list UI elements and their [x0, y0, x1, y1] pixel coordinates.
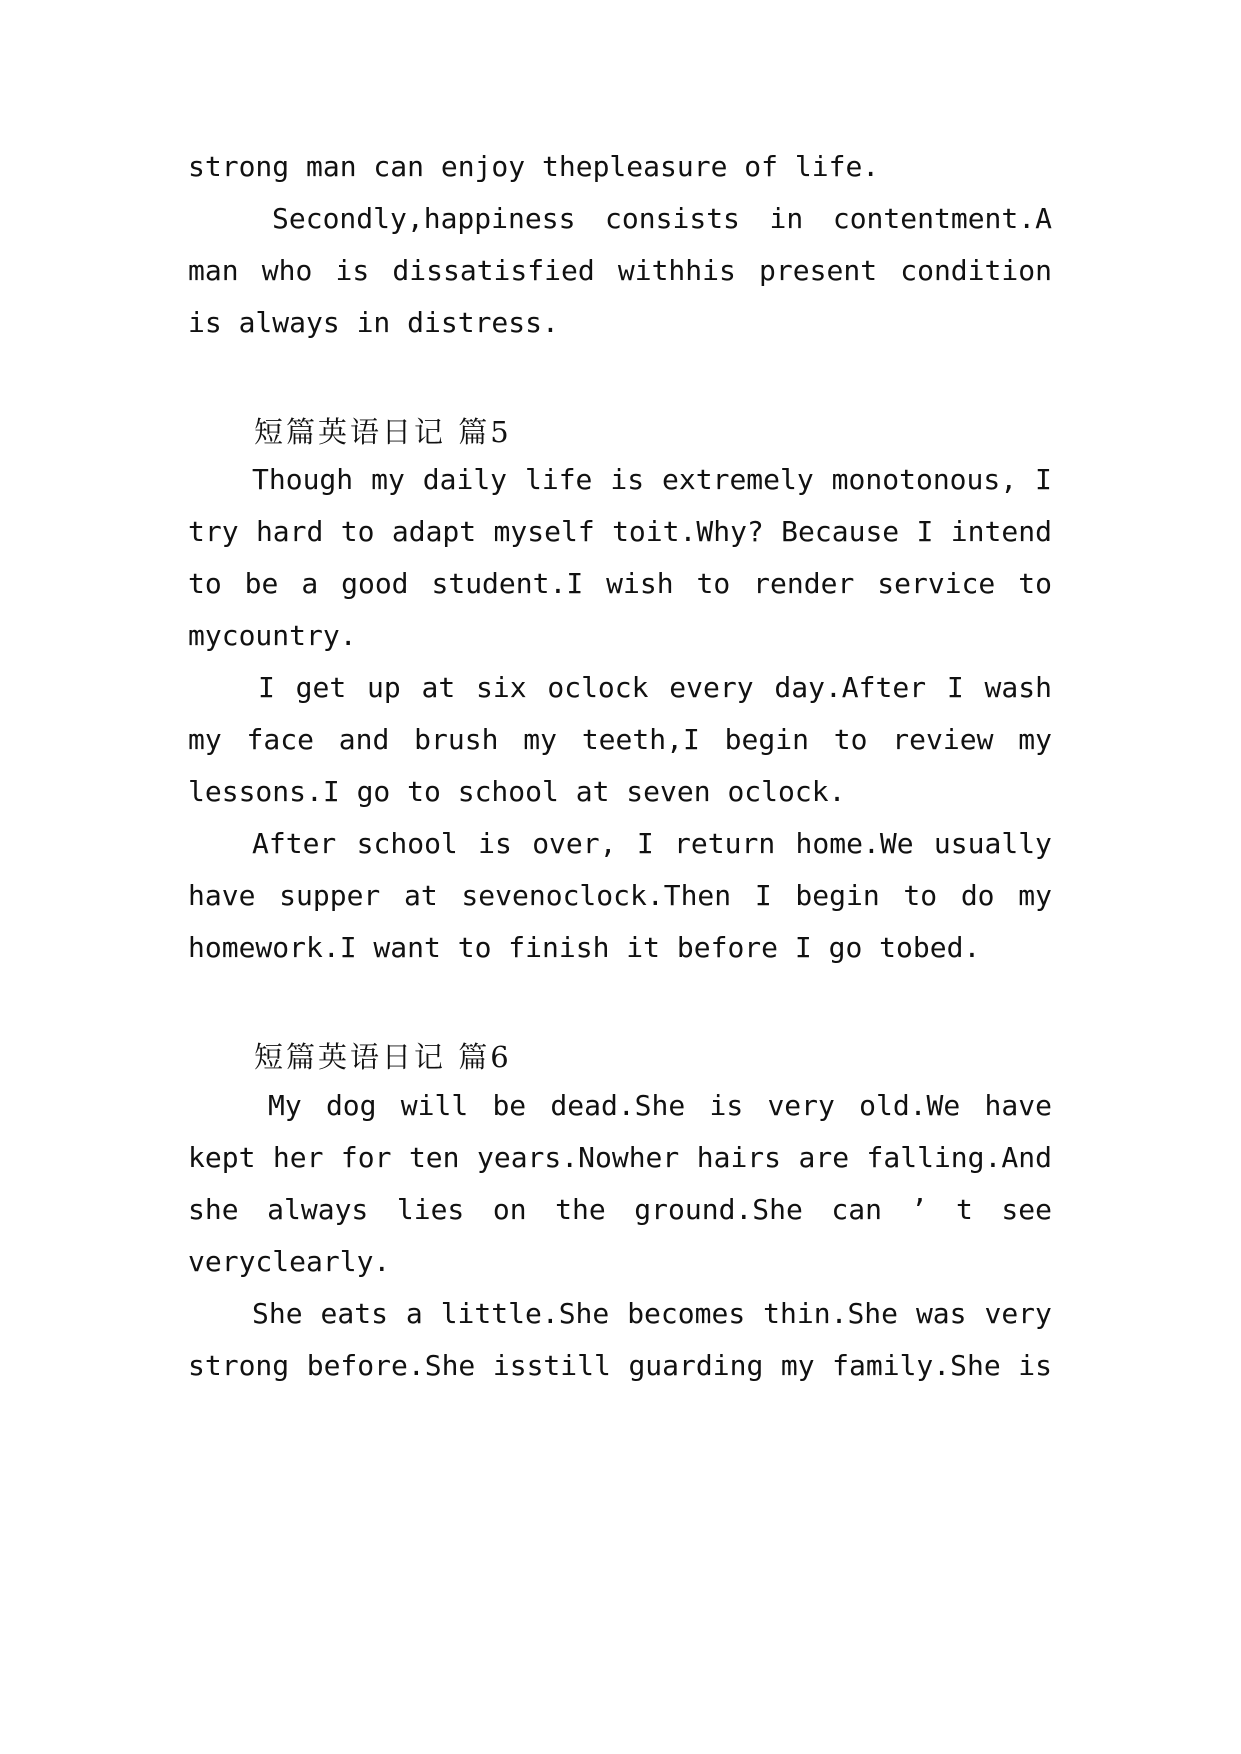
- text-line: [252, 1285, 1052, 1343]
- text-line: [258, 659, 1052, 717]
- word: be: [492, 1089, 527, 1122]
- word: very: [767, 1089, 835, 1122]
- word: her: [272, 1141, 324, 1174]
- word: is: [1018, 1349, 1052, 1382]
- word: at: [421, 671, 456, 704]
- word: thin.She: [763, 1297, 899, 1330]
- text-line: lessons.I go to school at seven oclock.: [188, 775, 846, 808]
- word: lies: [396, 1193, 465, 1226]
- word: get: [295, 671, 347, 704]
- word: day.After: [774, 671, 927, 704]
- word: Secondly,happiness: [272, 202, 576, 235]
- word: is: [335, 254, 370, 287]
- word: She: [252, 1297, 303, 1330]
- text-line: [188, 1129, 1052, 1187]
- text-line: [188, 867, 1052, 925]
- word: for: [340, 1141, 392, 1174]
- word: review: [892, 723, 994, 756]
- word: withhis: [617, 254, 736, 287]
- word: wish: [606, 567, 674, 600]
- word: brush: [414, 723, 499, 756]
- word: school: [356, 827, 458, 860]
- text-line: [272, 190, 1052, 248]
- word: man: [188, 254, 239, 287]
- word: sevenoclock.Then: [461, 879, 732, 912]
- word: is: [478, 827, 512, 860]
- word: t: [955, 1193, 973, 1226]
- word: my: [1018, 723, 1052, 756]
- text-line: [188, 711, 1052, 769]
- word: old.We: [859, 1089, 961, 1122]
- word: Because: [781, 515, 900, 548]
- word: be: [244, 567, 279, 600]
- word: extremely: [662, 463, 814, 496]
- word: Though: [252, 463, 354, 496]
- word: have: [984, 1089, 1052, 1122]
- word: begin: [724, 723, 809, 756]
- word: myself: [493, 515, 595, 548]
- text-line: [188, 555, 1052, 613]
- word: six: [476, 671, 527, 704]
- word: consists: [605, 202, 740, 235]
- word: every: [669, 671, 754, 704]
- word: dead.She: [550, 1089, 686, 1122]
- word: see: [1001, 1193, 1052, 1226]
- word: dissatisfied: [392, 254, 595, 287]
- word: supper: [279, 879, 381, 912]
- word: home.We: [795, 827, 914, 860]
- word: return: [674, 827, 776, 860]
- text-line: [268, 1077, 1052, 1135]
- word: I: [258, 671, 275, 704]
- text-line: [252, 451, 1052, 509]
- word: to: [1018, 567, 1052, 600]
- word: life: [524, 463, 593, 496]
- word: little.She: [440, 1297, 610, 1330]
- word: years.Nowher: [476, 1141, 680, 1174]
- word: I: [1035, 463, 1052, 496]
- word: always: [267, 1193, 369, 1226]
- word: contentment.A: [832, 202, 1052, 235]
- word: toit.Why?: [612, 515, 764, 548]
- word: daily: [422, 463, 508, 496]
- word: my: [188, 723, 222, 756]
- text-line: [188, 242, 1052, 300]
- word: she: [188, 1193, 239, 1226]
- word: very: [984, 1297, 1052, 1330]
- text-line: veryclearly.: [188, 1245, 391, 1278]
- word: a: [301, 567, 319, 600]
- word: over,: [532, 827, 617, 860]
- word: before.She: [306, 1349, 476, 1382]
- word: is: [709, 1089, 744, 1122]
- text-line: homework.I want to finish it before I go tobed.: [188, 931, 981, 964]
- word: face: [246, 723, 314, 756]
- word: service: [877, 567, 996, 600]
- text-line: [188, 1337, 1052, 1395]
- word: to: [903, 879, 938, 912]
- word: oclock: [547, 671, 649, 704]
- word: begin: [795, 879, 880, 912]
- word: I: [636, 827, 654, 860]
- word: intend: [950, 515, 1052, 548]
- word: render: [753, 567, 855, 600]
- word: present: [759, 254, 878, 287]
- word: to: [696, 567, 731, 600]
- word: my: [1018, 879, 1052, 912]
- word: ten: [408, 1141, 460, 1174]
- word: falling.And: [866, 1141, 1052, 1174]
- word: on: [492, 1193, 527, 1226]
- word: ground.She: [634, 1193, 803, 1226]
- section-heading: 短篇英语日记 篇6: [254, 1040, 512, 1074]
- word: was: [915, 1297, 967, 1330]
- word: who: [261, 254, 313, 287]
- word: and: [338, 723, 390, 756]
- word: do: [960, 879, 995, 912]
- word: I: [946, 671, 964, 704]
- text-line: strong man can enjoy thepleasure of life.: [188, 150, 880, 183]
- section-heading: 短篇英语日记 篇5: [254, 415, 512, 449]
- text-line: mycountry.: [188, 619, 357, 652]
- word: isstill: [492, 1349, 611, 1382]
- word: the: [555, 1193, 606, 1226]
- word: my: [780, 1349, 815, 1382]
- word: monotonous,: [831, 463, 1018, 496]
- word: at: [404, 879, 438, 912]
- text-line: [252, 815, 1052, 873]
- word: My: [268, 1089, 302, 1122]
- word: a: [405, 1297, 423, 1330]
- word: wash: [984, 671, 1052, 704]
- word: usually: [933, 827, 1052, 860]
- word: dog: [325, 1089, 377, 1122]
- word: becomes: [627, 1297, 746, 1330]
- text-line: [188, 1181, 1052, 1239]
- word: guarding: [628, 1349, 764, 1382]
- word: in: [769, 202, 804, 235]
- word: teeth,I: [581, 723, 700, 756]
- word: I: [916, 515, 934, 548]
- word: hairs: [696, 1141, 782, 1174]
- word: my: [371, 463, 405, 496]
- word: family.She: [832, 1349, 1001, 1382]
- word: good: [341, 567, 409, 600]
- text-line: [188, 503, 1052, 561]
- word: to: [833, 723, 868, 756]
- word: eats: [320, 1297, 388, 1330]
- word: adapt: [391, 515, 477, 548]
- text-line: is always in distress.: [188, 306, 559, 339]
- word: to: [340, 515, 375, 548]
- word: are: [798, 1141, 850, 1174]
- word: student.I: [431, 567, 584, 600]
- word: strong: [188, 1349, 290, 1382]
- word: I: [754, 879, 772, 912]
- word: up: [367, 671, 401, 704]
- word: my: [523, 723, 557, 756]
- word: to: [188, 567, 222, 600]
- word: is: [610, 463, 645, 496]
- word: hard: [255, 515, 324, 548]
- word: try: [188, 515, 239, 548]
- word: have: [188, 879, 256, 912]
- word: kept: [188, 1141, 256, 1174]
- word: will: [400, 1089, 469, 1122]
- word: can: [831, 1193, 882, 1226]
- word: After: [252, 827, 337, 860]
- word: condition: [900, 254, 1052, 287]
- word: ’: [910, 1193, 928, 1226]
